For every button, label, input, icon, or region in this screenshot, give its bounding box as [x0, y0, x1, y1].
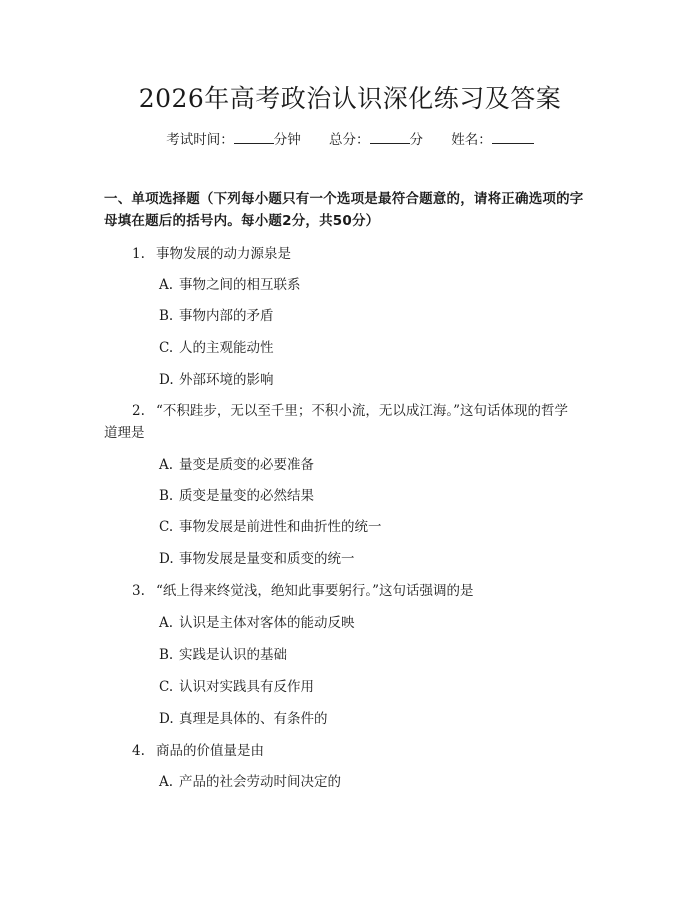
question-2-option-d	[159, 548, 355, 570]
section-header	[104, 188, 600, 232]
total-score-label: 总分：	[329, 132, 370, 148]
student-name-blank	[492, 130, 534, 144]
question-1-option-a	[159, 274, 301, 296]
option-text: 认识对实践具有反作用	[179, 679, 314, 695]
question-3-option-d	[159, 708, 328, 730]
question-1	[104, 243, 600, 265]
question-stem: “纸上得来终觉浅，绝知此事要躬行。”这句话强调的是	[156, 583, 474, 599]
question-3-option-b	[159, 644, 287, 666]
option-letter: A.	[159, 774, 174, 790]
option-letter: B.	[159, 308, 174, 324]
question-stem: “不积跬步，无以至千里；不积小流，无以成江海。”这句话体现的哲学	[156, 403, 569, 419]
option-text: 外部环境的影响	[179, 372, 274, 388]
section-header-line-2: 母填在题后的括号内。每小题2分，共50分）	[104, 213, 380, 229]
question-1-option-d	[159, 369, 274, 391]
question-2-option-a	[159, 454, 314, 476]
option-letter: C.	[159, 679, 174, 695]
option-letter: D.	[159, 372, 174, 388]
option-letter: A.	[159, 457, 174, 473]
student-name-label: 姓名：	[451, 132, 492, 148]
section-header-line-1: 一、单项选择题（下列每小题只有一个选项是最符合题意的，请将正确选项的字	[104, 191, 584, 207]
question-number: 1.	[132, 246, 145, 262]
document-title: 2026年高考政治认识深化练习及答案	[138, 84, 562, 113]
option-text: 事物发展是前进性和曲折性的统一	[179, 519, 382, 535]
option-text: 真理是具体的、有条件的	[179, 711, 328, 727]
exam-time-blank	[234, 130, 274, 144]
option-letter: C.	[159, 519, 174, 535]
question-3-option-c	[159, 676, 314, 698]
option-letter: B.	[159, 488, 174, 504]
total-score-blank	[370, 130, 410, 144]
option-letter: A.	[159, 615, 174, 631]
total-score-unit: 分	[409, 132, 423, 148]
question-stem: 商品的价值量是由	[156, 743, 264, 759]
question-4	[104, 740, 600, 762]
option-text: 产品的社会劳动时间决定的	[179, 774, 341, 790]
question-2-option-c	[159, 516, 382, 538]
exam-info-line	[0, 130, 700, 150]
exam-time-unit: 分钟	[273, 132, 301, 148]
question-3	[104, 580, 600, 602]
option-letter: D.	[159, 711, 174, 727]
question-number: 3.	[132, 583, 145, 599]
question-2-option-b	[159, 485, 314, 507]
question-3-option-a	[159, 612, 355, 634]
question-1-option-c	[159, 337, 274, 359]
option-text: 事物内部的矛盾	[179, 308, 274, 324]
option-text: 事物发展是量变和质变的统一	[179, 551, 355, 567]
question-number: 2.	[132, 403, 145, 419]
question-1-option-b	[159, 305, 274, 327]
option-letter: B.	[159, 647, 174, 663]
question-stem: 事物发展的动力源泉是	[156, 246, 291, 262]
option-text: 事物之间的相互联系	[179, 277, 301, 293]
option-letter: A.	[159, 277, 174, 293]
student-name-field	[451, 130, 534, 150]
question-4-option-a	[159, 771, 341, 793]
option-text: 质变是量变的必然结果	[179, 488, 314, 504]
question-2	[104, 400, 600, 444]
option-text: 人的主观能动性	[179, 340, 274, 356]
option-text: 量变是质变的必要准备	[179, 457, 314, 473]
option-letter: C.	[159, 340, 174, 356]
option-text: 认识是主体对客体的能动反映	[179, 615, 355, 631]
total-score-field	[329, 130, 423, 150]
exam-time-field	[166, 130, 301, 150]
question-stem-continuation: 道理是	[104, 425, 145, 441]
option-letter: D.	[159, 551, 174, 567]
exam-time-label: 考试时间：	[166, 132, 234, 148]
option-text: 实践是认识的基础	[179, 647, 287, 663]
question-number: 4.	[132, 743, 145, 759]
